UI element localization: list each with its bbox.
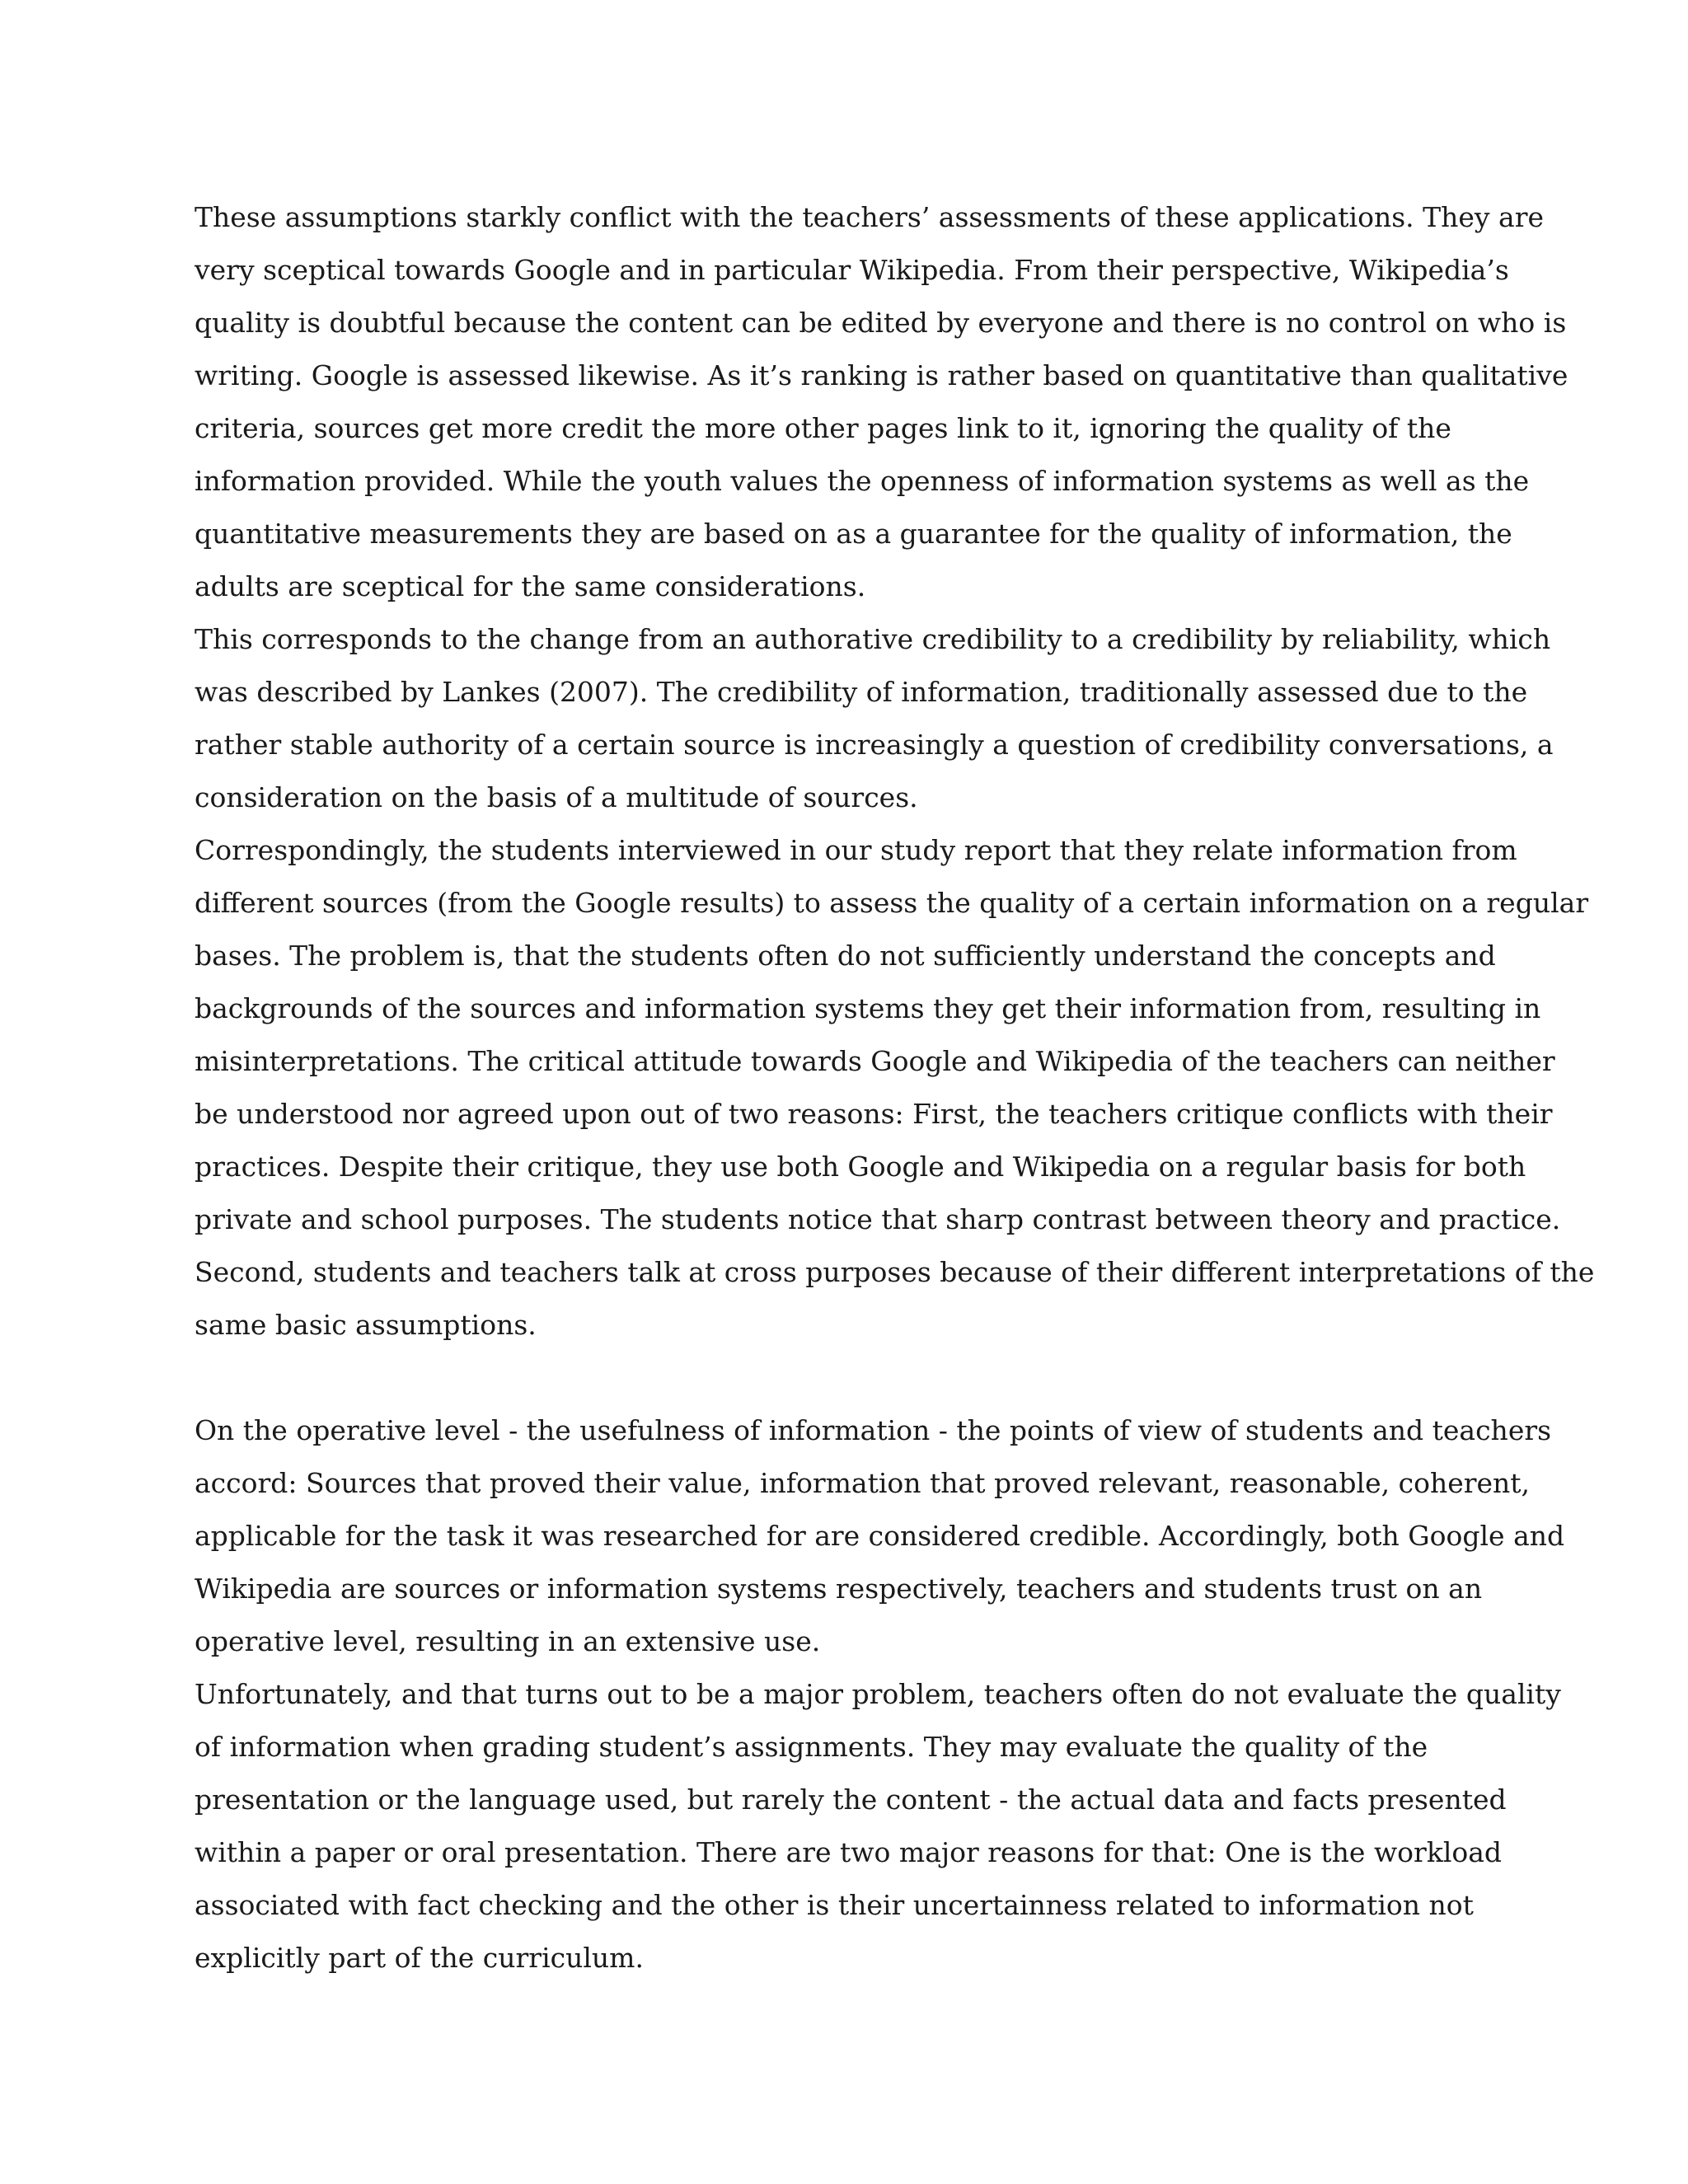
text-line: operative level, resulting in an extensive use. [195, 1625, 821, 1657]
text-line: applicable for the task it was researched for are considered credible. Accordingly, both Google and [195, 1520, 1565, 1552]
text-line: practices. Despite their critique, they use both Google and Wikipedia on a regular basis for both [195, 1151, 1526, 1183]
text-line: different sources (from the Google results) to assess the quality of a certain information on a regular [195, 887, 1589, 919]
text-line: be understood nor agreed upon out of two reasons: First, the teachers critique conflicts with their [195, 1098, 1553, 1130]
text-line: Wikipedia are sources or information systems respectively, teachers and students trust on an [195, 1572, 1483, 1605]
text-line: criteria, sources get more credit the more other pages link to it, ignoring the quality of the [195, 412, 1451, 444]
text-line: bases. The problem is, that the students often do not sufficiently understand the concepts and [195, 940, 1496, 972]
text-line: These assumptions starkly conflict with the teachers’ assessments of these applications. They are [195, 201, 1545, 233]
text-line: of information when grading student’s assignments. They may evaluate the quality of the [195, 1731, 1428, 1763]
text-block-1 [195, 191, 1595, 1352]
text-line: was described by Lankes (2007). The credibility of information, traditionally assessed due to the [195, 676, 1528, 708]
text-line: private and school purposes. The students notice that sharp contrast between theory and practice. [195, 1203, 1561, 1235]
text-line: Unfortunately, and that turns out to be a major problem, teachers often do not evaluate the quality [195, 1678, 1561, 1710]
text-line: On the operative level - the usefulness of information - the points of view of students and teachers [195, 1414, 1552, 1446]
text-line: quality is doubtful because the content can be edited by everyone and there is no control on who is [195, 307, 1567, 339]
text-line: presentation or the language used, but rarely the content - the actual data and facts presented [195, 1783, 1507, 1816]
text-line: backgrounds of the sources and information systems they get their information from, resulting in [195, 992, 1541, 1024]
text-line: Correspondingly, the students interviewed in our study report that they relate information from [195, 834, 1517, 866]
text-line: associated with fact checking and the other is their uncertainness related to information not [195, 1889, 1474, 1921]
text-line: same basic assumptions. [195, 1309, 537, 1341]
text-line: very sceptical towards Google and in particular Wikipedia. From their perspective, Wikipedia’s [195, 254, 1509, 286]
text-line: misinterpretations. The critical attitude towards Google and Wikipedia of the teachers can neither [195, 1045, 1555, 1077]
text-line: information provided. While the youth values the openness of information systems as well as the [195, 465, 1530, 497]
text-line: Second, students and teachers talk at cross purposes because of their different interpretations of the [195, 1256, 1595, 1288]
text-line: accord: Sources that proved their value, information that proved relevant, reasonable, coherent, [195, 1467, 1531, 1499]
text-line: consideration on the basis of a multitude of sources. [195, 781, 918, 813]
paragraph-gap [195, 1352, 1497, 1404]
text-line: quantitative measurements they are based on as a guarantee for the quality of information, the [195, 518, 1512, 550]
text-line: within a paper or oral presentation. There are two major reasons for that: One is the workload [195, 1836, 1503, 1868]
text-line: writing. Google is assessed likewise. As it’s ranking is rather based on quantitative than qualitative [195, 359, 1568, 391]
text-line: adults are sceptical for the same considerations. [195, 570, 866, 602]
document-body [195, 191, 1595, 1985]
text-line: explicitly part of the curriculum. [195, 1942, 644, 1974]
text-block-2 [195, 1404, 1565, 1985]
text-line: This corresponds to the change from an authorative credibility to a credibility by reliability, which [195, 623, 1551, 655]
text-line: rather stable authority of a certain source is increasingly a question of credibility conversations, a [195, 729, 1554, 761]
